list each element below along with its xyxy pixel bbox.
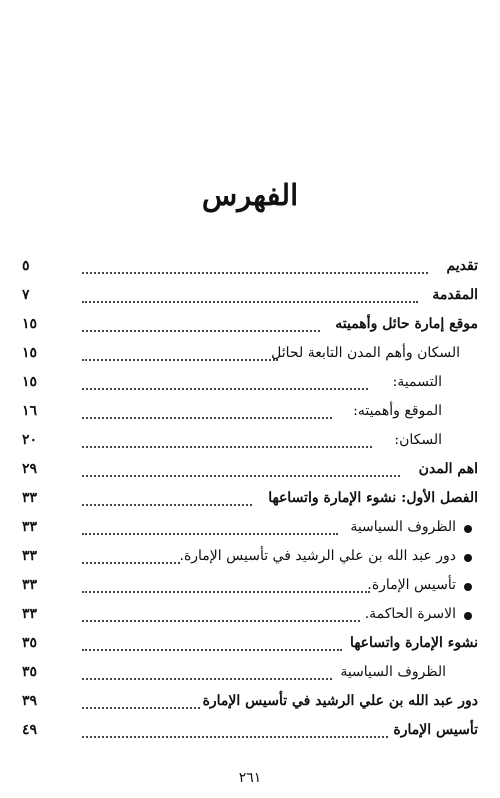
toc-entry-page: ٤٩ [22, 722, 38, 738]
page-number: ٢٦١ [238, 770, 262, 786]
toc-entry-page: ٣٣ [22, 519, 38, 535]
toc-entry [0, 603, 500, 631]
bullet-icon [464, 583, 472, 591]
toc-entry [0, 255, 500, 283]
bullet-icon [464, 525, 472, 533]
toc-entry-page: ٣٣ [22, 606, 38, 622]
toc-entry-title: الظروف السياسية [346, 519, 456, 535]
leader-dots [82, 678, 332, 680]
toc-entry-title: دور عبد الله بن علي الرشيد في تأسيس الإمارة [199, 693, 478, 709]
toc-entry [0, 661, 500, 689]
bullet-icon [464, 612, 472, 620]
toc-entry [0, 690, 500, 718]
toc-entry-title: الفصل الأول: نشوء الإمارة واتساعها [264, 490, 478, 506]
toc-entry-page: ٣٥ [22, 635, 38, 651]
leader-dots [82, 359, 278, 361]
toc-entry-page: ٣٥ [22, 664, 38, 680]
toc-entry-title: دور عبد الله بن علي الرشيد في تأسيس الإمارة. [176, 548, 457, 564]
leader-dots [82, 533, 338, 535]
toc-entry-page: ٥ [22, 258, 30, 274]
toc-entry-page: ٣٣ [22, 577, 38, 593]
toc-entry-page: ٢٩ [22, 461, 38, 477]
toc-entry [0, 429, 500, 457]
toc-entry-title: المقدمة [428, 287, 478, 303]
toc-entry [0, 487, 500, 515]
leader-dots [82, 562, 180, 564]
toc-entry [0, 458, 500, 486]
toc-entry [0, 342, 500, 370]
toc-entry-page: ١٦ [22, 403, 38, 419]
leader-dots [82, 417, 332, 419]
leader-dots [82, 707, 200, 709]
toc-entry-title: تقديم [442, 258, 478, 274]
toc-entry-title: التسمية: [389, 374, 442, 390]
leader-dots [82, 301, 418, 303]
leader-dots [82, 591, 370, 593]
toc-entry-page: ١٥ [22, 374, 38, 390]
bullet-icon [464, 554, 472, 562]
toc-entry-page: ٢٠ [22, 432, 38, 448]
toc-entry [0, 400, 500, 428]
toc-entry-title: الموقع وأهميته: [349, 403, 442, 419]
toc-entry-title: موقع إمارة حائل وأهميته [331, 316, 478, 332]
toc-entry-title: السكان: [390, 432, 442, 448]
toc-entry-page: ١٥ [22, 345, 38, 361]
toc-entry [0, 545, 500, 573]
toc-entry-title: تأسيس الإمارة [389, 722, 478, 738]
toc-entry [0, 284, 500, 312]
toc-entry-title: الاسرة الحاكمة. [361, 606, 456, 622]
leader-dots [82, 388, 368, 390]
toc-entry [0, 371, 500, 399]
leader-dots [82, 504, 252, 506]
toc-entry-page: ٣٣ [22, 490, 38, 506]
toc-entry-title: الظروف السياسية [336, 664, 446, 680]
toc-entry-page: ١٥ [22, 316, 38, 332]
toc-entry [0, 719, 500, 747]
toc-entry-page: ٧ [22, 287, 30, 303]
page-title: الفهرس [201, 178, 299, 212]
leader-dots [82, 736, 388, 738]
leader-dots [82, 272, 428, 274]
toc-entry-title: اهم المدن [415, 461, 478, 477]
leader-dots [82, 475, 400, 477]
toc-entry [0, 632, 500, 660]
leader-dots [82, 649, 342, 651]
toc-entry-title: السكان وأهم المدن التابعة لحائل [267, 345, 460, 361]
toc-entry [0, 516, 500, 544]
toc-entry-page: ٣٣ [22, 548, 38, 564]
toc-entry-page: ٣٩ [22, 693, 38, 709]
leader-dots [82, 446, 372, 448]
leader-dots [82, 330, 320, 332]
leader-dots [82, 620, 360, 622]
toc-entry-title: نشوء الإمارة واتساعها [346, 635, 478, 651]
toc-entry [0, 574, 500, 602]
toc-entry-title: تأسيس الإمارة. [363, 577, 456, 593]
toc-entry [0, 313, 500, 341]
